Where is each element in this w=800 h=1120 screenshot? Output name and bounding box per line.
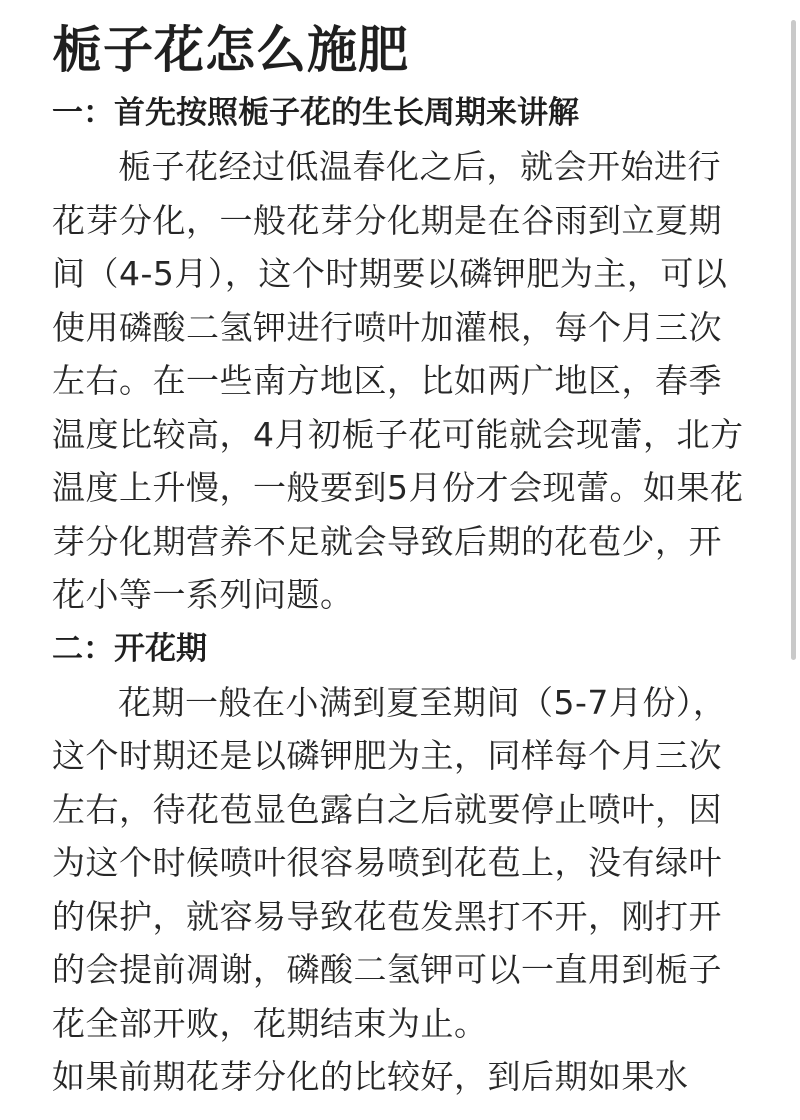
section-2-paragraph-continued: 如果前期花芽分化的比较好，到后期如果水 [52,1057,689,1096]
section-2-paragraph: 花期一般在小满到夏至期间（5-7月份），这个时期还是以磷钾肥为主，同样每个月三次左右，待花苞显色露白之后就要停止喷叶，因为这个时候喷叶很容易喷到花苞上，没有绿叶的保护，就容易导致花苞发黑打不开，刚打开的会提前凋谢，磷酸二氢钾可以一直用到栀子花全部开败，花期结束为止。 [52,682,727,1043]
article-content [52,14,744,1104]
article-title: 栀子花怎么施肥 [52,21,409,79]
section-1-heading: 一：首先按照栀子花的生长周期来讲解 [52,95,579,131]
section-1-paragraph: 栀子花经过低温春化之后，就会开始进行花芽分化，一般花芽分化期是在谷雨到立夏期间（4-5月），这个时期要以磷钾肥为主，可以使用磷酸二氢钾进行喷叶加灌根，每个月三次左右。在一些南方地区，比如两广地区，春季温度比较高，4月初栀子花可能就会现蕾，北方温度上升慢，一般要到5月份才会现蕾。如果花芽分化期营养不足就会导致后期的花苞少，开花小等一系列问题。 [52,147,744,614]
vertical-scrollbar[interactable] [791,20,796,660]
section-2-heading: 二：开花期 [52,630,207,667]
